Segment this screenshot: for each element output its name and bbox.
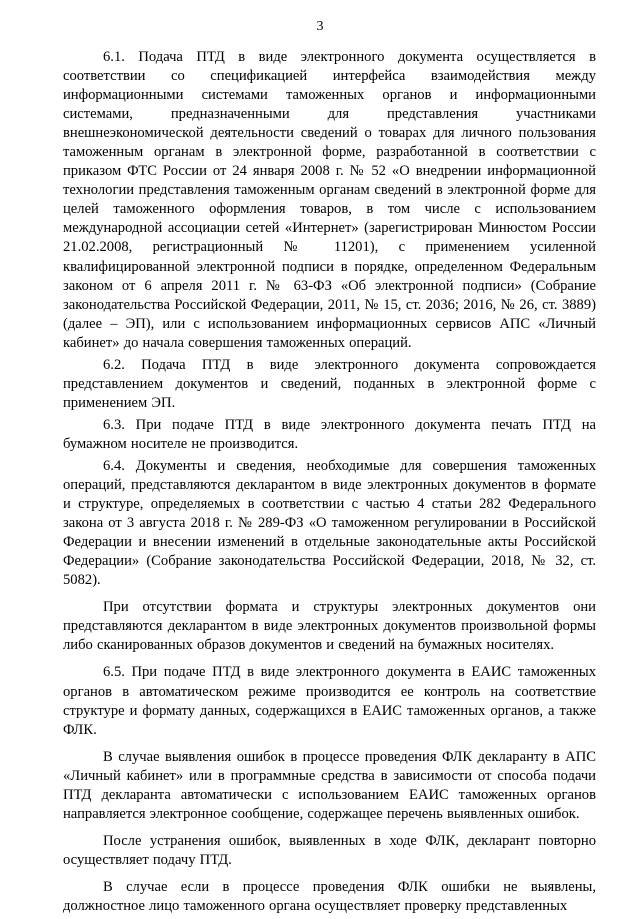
paragraph-6-4: 6.4. Документы и сведения, необходимые для совершения таможенных операций, представляются декларантом в виде электронных документов в формате и структуре, определяемых в соответствии с частью 4 статьи 282 Федерального закона от 3 августа 2018 г. № 289-ФЗ «О таможенном регулировании в Российской Федерации и внесении изменений в отдельные законодательные акты Российской Федерации» (Собрание законодательства Российской Федерации, 2018, № 32, ст. 5082). (63, 457, 596, 589)
paragraph-6-5-errors: В случае выявления ошибок в процессе проведения ФЛК декларанту в АПС «Личный кабинет» или в программные средства в зависимости от способа подачи ПТД декларанта автоматически с использованием ЕАИС таможенных органов направляется электронное сообщение, содержащее перечень выявленных ошибок. (63, 748, 596, 822)
paragraph-6-5-resubmit: После устранения ошибок, выявленных в ходе ФЛК, декларант повторно осуществляет подачу ПТД. (63, 832, 596, 868)
paragraph-6-1: 6.1. Подача ПТД в виде электронного документа осуществляется в соответствии со спецификацией интерфейса взаимодействия между информационными системами таможенных органов и информационными системами, предназначенными для представления участниками внешнеэкономической деятельности сведений о товарах для личного пользования таможенным органам в электронной форме, разработанной в соответствии с приказом ФТС России от 24 января 2008 г. № 52 «О внедрении информационной технологии представления таможенным органам сведений в электронной форме для целей таможенного оформления товаров, в том числе с использованием международной ассоциации сетей «Интернет» (зарегистрирован Минюстом России 21.02.2008, регистрационный № 11201), с применением усиленной квалифицированной электронной подписи в порядке, определенном Федеральным законом от 6 апреля 2011 г. № 63-ФЗ «Об электронной подписи» (Собрание законодательства Российской Федерации, 2011, № 15, ст. 2036; 2016, № 26, ст. 3889) (далее – ЭП), или с использованием информационных сервисов АПС «Личный кабинет» до начала совершения таможенных операций. (63, 49, 596, 351)
paragraph-6-5: 6.5. При подаче ПТД в виде электронного документа в ЕАИС таможенных органов в автоматическом режиме производится ее контроль на соответствие структуре и формату данных, содержащихся в ЕАИС таможенных органов, а также ФЛК. (63, 664, 596, 738)
document-body (63, 48, 596, 919)
paragraph-6-5-no-errors: В случае если в процессе проведения ФЛК ошибки не выявлены, должностное лицо таможенного органа осуществляет проверку представленных (63, 878, 596, 914)
page-number: 3 (316, 19, 324, 34)
paragraph-6-3: 6.3. При подаче ПТД в виде электронного документа печать ПТД на бумажном носителе не производится. (63, 416, 596, 452)
paragraph-6-2: 6.2. Подача ПТД в виде электронного документа сопровождается представлением документов и сведений, поданных в электронной форме с применением ЭП. (63, 356, 596, 411)
paragraph-6-4-continued: При отсутствии формата и структуры электронных документов они представляются декларантом в виде электронных документов произвольной формы либо сканированных образов документов и сведений на бумажных носителях. (63, 599, 596, 654)
